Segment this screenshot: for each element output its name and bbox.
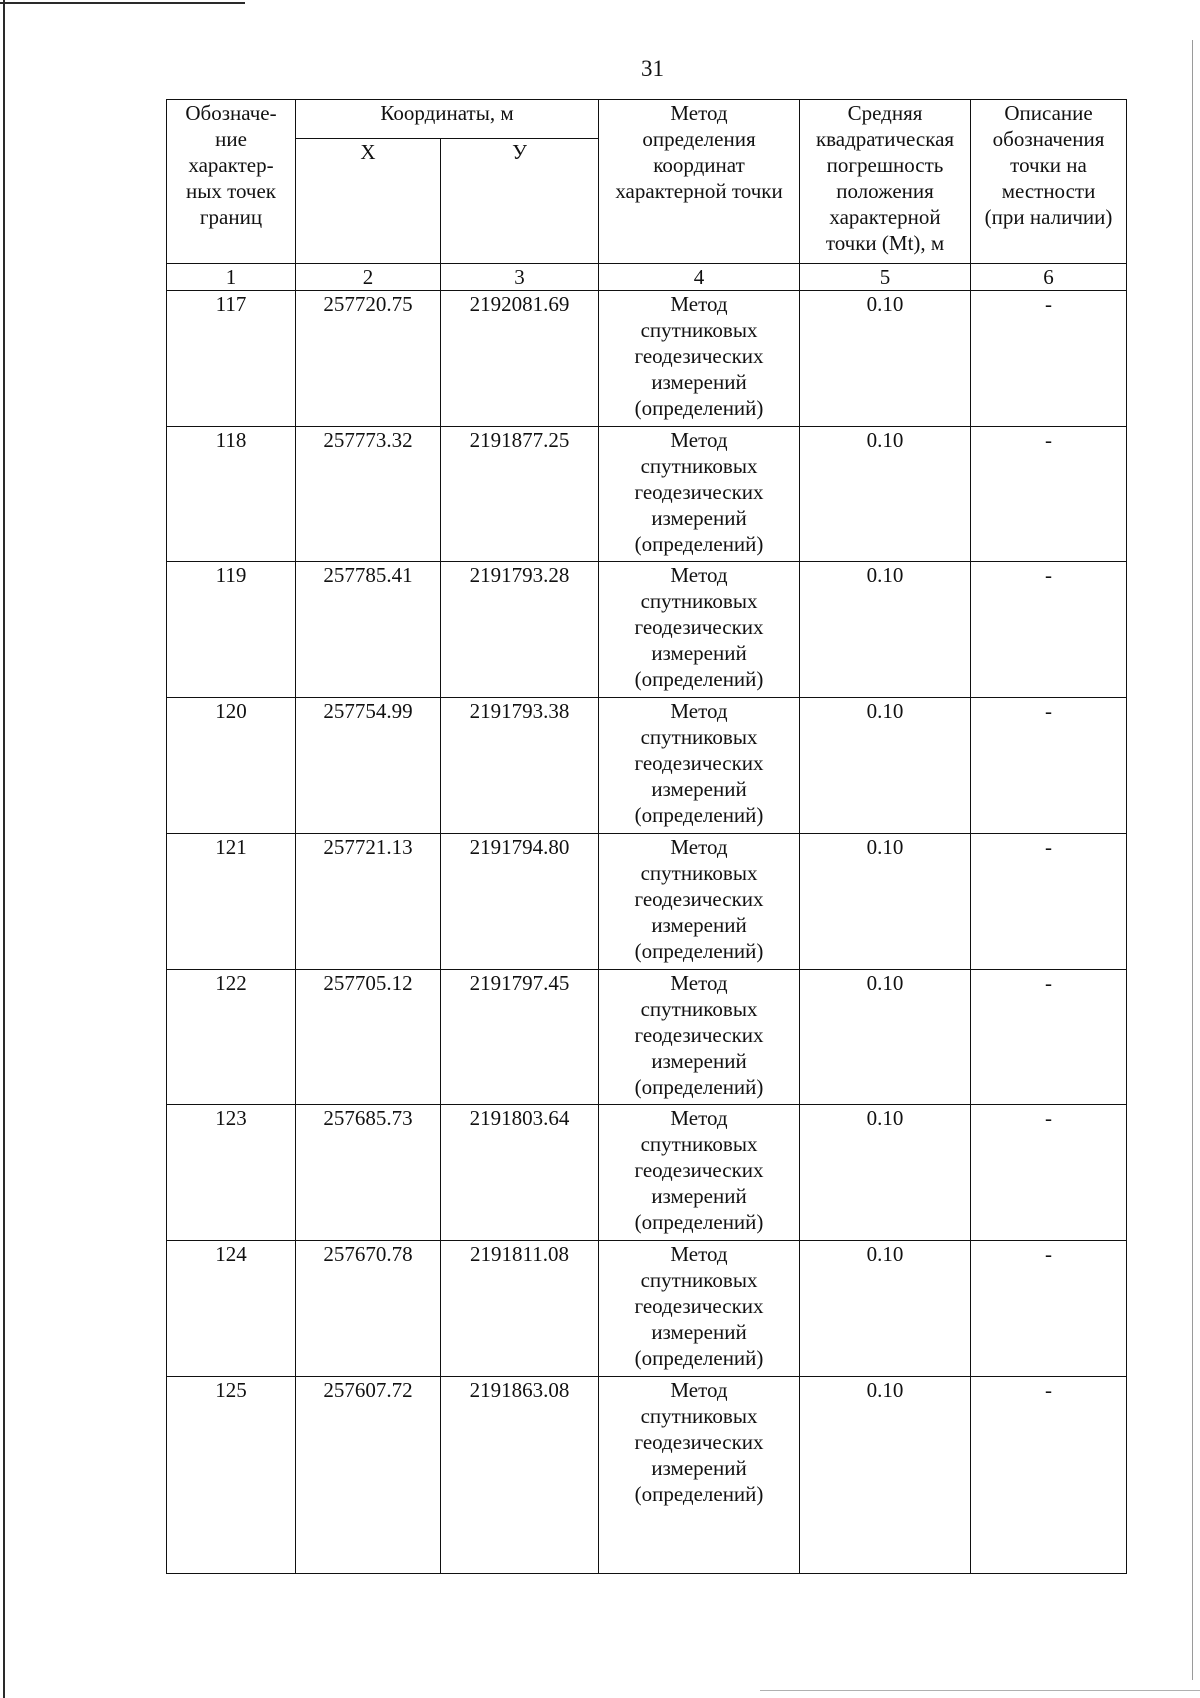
cell-method: Метод спутниковых геодезических измерений (определений) [599,426,800,562]
cell-y: 2191811.08 [441,1241,599,1377]
scan-edge-top [0,2,245,4]
cell-point: 122 [167,969,296,1105]
cell-method: Метод спутниковых геодезических измерений (определений) [599,698,800,834]
cell-y: 2192081.69 [441,291,599,427]
table-row [167,1105,1127,1241]
scan-edge-left [3,0,5,1698]
cell-error: 0.10 [800,291,971,427]
cell-error: 0.10 [800,562,971,698]
column-number: 3 [441,264,599,291]
cell-point: 124 [167,1241,296,1377]
cell-x: 257705.12 [296,969,441,1105]
page-number: 31 [641,56,664,81]
cell-description: - [971,698,1127,834]
cell-x: 257720.75 [296,291,441,427]
cell-y: 2191877.25 [441,426,599,562]
scan-edge-right [1192,40,1193,1680]
header-description: Описание обозначения точки на местности (при наличии) [971,100,1127,264]
cell-method: Метод спутниковых геодезических измерений (определений) [599,562,800,698]
scan-edge-bottom [760,1690,1200,1691]
cell-method: Метод спутниковых геодезических измерений (определений) [599,1376,800,1573]
table-row [167,291,1127,427]
cell-description: - [971,1105,1127,1241]
cell-y: 2191803.64 [441,1105,599,1241]
cell-point: 118 [167,426,296,562]
table-row [167,1376,1127,1573]
cell-x: 257785.41 [296,562,441,698]
cell-description: - [971,426,1127,562]
table-row [167,1241,1127,1377]
column-number: 6 [971,264,1127,291]
cell-description: - [971,969,1127,1105]
cell-x: 257685.73 [296,1105,441,1241]
column-number: 4 [599,264,800,291]
cell-x: 257607.72 [296,1376,441,1573]
cell-description: - [971,291,1127,427]
table-row [167,969,1127,1105]
cell-error: 0.10 [800,1241,971,1377]
cell-error: 0.10 [800,1376,971,1573]
header-coordinates: Координаты, м [296,100,599,139]
cell-x: 257721.13 [296,833,441,969]
cell-error: 0.10 [800,1105,971,1241]
header-method: Метод определения координат характерной точки [599,100,800,264]
header-error: Средняя квадратическая погрешность положения характерной точки (Mt), м [800,100,971,264]
cell-y: 2191793.28 [441,562,599,698]
cell-description: - [971,1241,1127,1377]
table-row [167,426,1127,562]
cell-method: Метод спутниковых геодезических измерений (определений) [599,1241,800,1377]
column-numbers-row [167,264,1127,291]
cell-description: - [971,1376,1127,1573]
header-y: У [441,139,599,264]
column-number: 1 [167,264,296,291]
cell-x: 257754.99 [296,698,441,834]
cell-point: 117 [167,291,296,427]
table-row [167,833,1127,969]
cell-error: 0.10 [800,426,971,562]
cell-point: 125 [167,1376,296,1573]
cell-point: 120 [167,698,296,834]
cell-method: Метод спутниковых геодезических измерений (определений) [599,833,800,969]
table-row [167,698,1127,834]
cell-point: 123 [167,1105,296,1241]
cell-error: 0.10 [800,698,971,834]
cell-description: - [971,562,1127,698]
column-number: 5 [800,264,971,291]
cell-error: 0.10 [800,969,971,1105]
coordinates-table [166,99,1127,1574]
header-x: X [296,139,441,264]
table-header-row [167,100,1127,139]
table-row [167,562,1127,698]
cell-point: 121 [167,833,296,969]
cell-description: - [971,833,1127,969]
cell-x: 257670.78 [296,1241,441,1377]
cell-x: 257773.32 [296,426,441,562]
column-number: 2 [296,264,441,291]
cell-y: 2191863.08 [441,1376,599,1573]
cell-y: 2191794.80 [441,833,599,969]
cell-y: 2191797.45 [441,969,599,1105]
cell-y: 2191793.38 [441,698,599,834]
header-designation: Обозначе- ние характер- ных точек границ [167,100,296,264]
cell-point: 119 [167,562,296,698]
cell-error: 0.10 [800,833,971,969]
cell-method: Метод спутниковых геодезических измерений (определений) [599,969,800,1105]
cell-method: Метод спутниковых геодезических измерений (определений) [599,291,800,427]
cell-method: Метод спутниковых геодезических измерений (определений) [599,1105,800,1241]
